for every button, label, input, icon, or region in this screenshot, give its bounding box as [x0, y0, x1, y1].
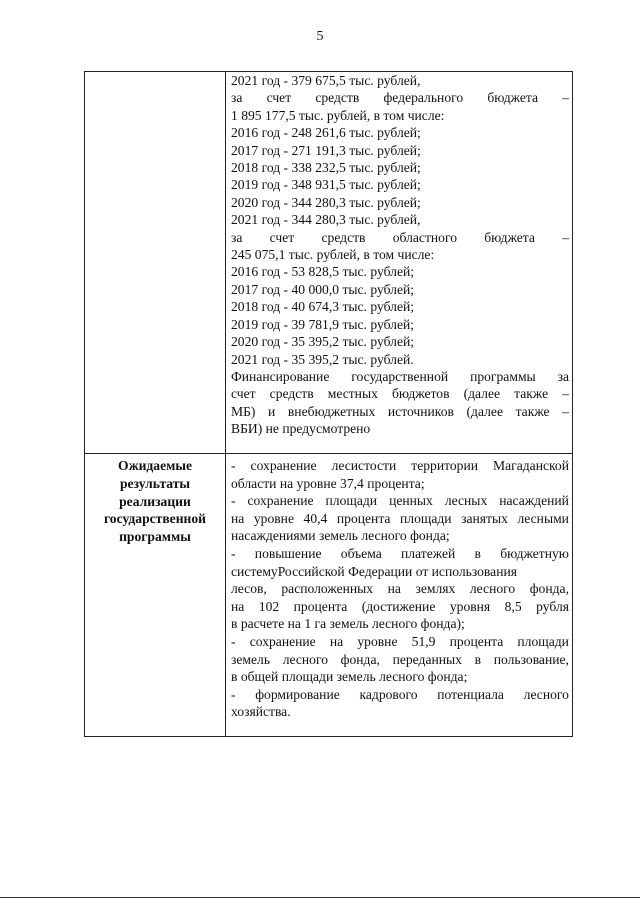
text-word: 2017 год - 271 191,3 тыс. рублей; — [231, 142, 421, 158]
text-word: 2021 год - 379 675,5 тыс. рублей, — [231, 73, 421, 88]
text-word: в общей площади земель лесного фонда; — [231, 669, 468, 685]
text-line — [231, 211, 569, 228]
text-word: и — [268, 403, 276, 419]
text-word: счет — [269, 229, 295, 245]
text-word: средств — [315, 90, 360, 106]
text-word: внебюджетных — [287, 403, 376, 419]
text-line — [231, 142, 569, 159]
text-word: бюджета — [487, 90, 539, 106]
text-line — [231, 333, 569, 350]
text-word: (достижение — [361, 598, 436, 614]
table-row-funding — [85, 72, 573, 454]
text-line — [231, 316, 569, 333]
text-word: занятых — [461, 510, 508, 526]
text-line — [231, 107, 569, 124]
text-line — [231, 281, 569, 298]
label-line: Ожидаемые — [117, 458, 193, 473]
text-line — [231, 194, 569, 211]
text-word: процента — [293, 598, 348, 614]
text-line — [231, 703, 569, 721]
text-word: в — [474, 545, 481, 561]
text-line — [231, 633, 569, 651]
text-line — [231, 124, 569, 141]
text-word: программы — [470, 368, 536, 384]
text-word: лесистости — [331, 458, 397, 473]
text-line — [231, 246, 569, 263]
text-word: 40,4 — [303, 510, 328, 526]
label-line: результаты — [119, 475, 191, 491]
text-word: 2021 год - 344 280,3 тыс. рублей, — [231, 212, 421, 228]
text-word: потенциала — [437, 686, 504, 702]
text-word: ценных — [389, 493, 433, 509]
text-word: – — [562, 403, 569, 419]
text-word: уровне — [357, 633, 398, 649]
expected-results-label-cell — [85, 454, 226, 737]
text-word: повышение — [254, 545, 322, 561]
text-line — [231, 176, 569, 193]
text-word: рубля — [536, 598, 569, 614]
text-line — [231, 72, 569, 89]
text-word: - — [231, 545, 236, 561]
text-word: за — [231, 90, 243, 106]
text-word: - — [231, 686, 236, 702]
text-line — [231, 598, 569, 616]
text-word: фонда, — [340, 651, 380, 667]
text-word: бюджетную — [500, 545, 569, 561]
text-word: 2017 год - 40 000,0 тыс. рублей; — [231, 281, 415, 297]
text-word: (далее — [466, 403, 503, 419]
label-line: государственной — [103, 511, 207, 527]
text-word: области на уровне 37,4 процента; — [231, 475, 425, 491]
text-word: государственной — [351, 368, 449, 384]
text-word: 2019 год - 39 781,9 тыс. рублей; — [231, 316, 415, 332]
text-line — [231, 457, 569, 475]
text-line — [231, 263, 569, 280]
text-word: источников — [387, 403, 454, 419]
text-line — [231, 545, 569, 563]
text-word: за — [557, 368, 569, 384]
text-word: 2019 год - 348 931,5 тыс. рублей; — [231, 177, 421, 193]
expected-results-text-cell — [226, 454, 573, 737]
text-word: местных — [327, 386, 378, 402]
table-row-expected-results — [85, 454, 573, 737]
label-line: программы — [119, 529, 191, 545]
text-word: - — [231, 458, 236, 473]
text-word: 51,9 — [411, 633, 436, 649]
bottom-rule — [0, 897, 640, 898]
text-word: также — [515, 403, 550, 419]
empty-label-cell — [85, 72, 226, 454]
text-word: бюджетов — [391, 386, 450, 402]
text-word: в расчете на 1 га земель лесного фонда); — [231, 616, 465, 632]
text-line — [231, 615, 569, 633]
text-line — [231, 492, 569, 510]
text-line — [231, 351, 569, 368]
expected-results-lines — [231, 457, 569, 721]
text-word: 2020 год - 35 395,2 тыс. рублей; — [231, 334, 415, 350]
funding-lines — [231, 72, 569, 438]
text-line — [231, 686, 569, 704]
text-word: сохранение — [249, 633, 316, 649]
text-word: на — [387, 581, 401, 597]
text-line — [231, 368, 569, 385]
text-word: территории — [411, 458, 478, 473]
text-line — [231, 651, 569, 669]
text-word: платежей — [401, 545, 456, 561]
text-word: МБ) — [231, 403, 256, 419]
text-word: площади — [325, 493, 378, 509]
text-word: – — [562, 229, 569, 245]
text-line — [231, 159, 569, 176]
text-word: 102 — [258, 598, 280, 614]
text-line — [231, 298, 569, 315]
text-line — [231, 527, 569, 545]
funding-text-cell — [226, 72, 573, 454]
text-word: Магаданской — [493, 458, 569, 473]
text-word: счет — [266, 90, 292, 106]
text-line — [231, 668, 569, 686]
text-word: лесного — [523, 686, 569, 702]
text-line — [231, 89, 569, 106]
text-word: объема — [340, 545, 382, 561]
text-word: переданных — [392, 651, 462, 667]
text-word: 2016 год - 248 261,6 тыс. рублей; — [231, 125, 421, 141]
text-word: - — [231, 633, 236, 649]
text-word: площади — [400, 510, 452, 526]
text-word: счет — [231, 386, 256, 402]
text-word: площади — [517, 633, 569, 649]
text-word: федерального — [383, 90, 464, 106]
text-word: землях — [415, 581, 456, 597]
text-word: системуРоссийской Федерации от использования — [231, 563, 518, 579]
text-word: уровне — [253, 510, 294, 526]
program-passport-table — [84, 71, 573, 737]
text-word: лесов, — [231, 581, 267, 597]
text-word: также — [514, 386, 549, 402]
text-word: (далее — [463, 386, 501, 402]
text-word: 2020 год - 344 280,3 тыс. рублей; — [231, 194, 421, 210]
expected-results-label — [85, 454, 225, 546]
text-word: ВБИ) не предусмотрено — [231, 421, 371, 437]
text-word: – — [562, 90, 569, 106]
text-line — [231, 403, 569, 420]
text-word: лесного — [469, 581, 516, 597]
text-word: 245 075,1 тыс. рублей, в том числе: — [231, 247, 435, 263]
text-word: процента — [449, 633, 504, 649]
text-word: средств — [269, 386, 314, 402]
text-word: средств — [321, 229, 366, 245]
text-line — [231, 420, 569, 437]
text-word: 2021 год - 35 395,2 тыс. рублей. — [231, 351, 414, 367]
text-word: формирование — [255, 686, 340, 702]
text-word: сохранение — [247, 493, 314, 509]
text-word: на — [231, 598, 245, 614]
text-word: - — [231, 493, 236, 509]
text-word: уровня — [449, 598, 491, 614]
text-word: кадрового — [359, 686, 418, 702]
text-word: 2016 год - 53 828,5 тыс. рублей; — [231, 264, 415, 280]
text-word: насаждений — [499, 493, 569, 509]
text-word: сохранение — [250, 458, 317, 473]
text-word: насаждениями земель лесного фонда; — [231, 528, 450, 544]
text-word: за — [231, 229, 243, 245]
text-word: земель — [231, 651, 271, 667]
text-word: 8,5 — [504, 598, 522, 614]
text-word: процента — [336, 510, 391, 526]
text-word: на — [231, 510, 245, 526]
text-word: в — [474, 651, 482, 667]
text-word: бюджета — [484, 229, 535, 245]
text-word: расположенных — [281, 581, 374, 597]
text-word: Финансирование — [231, 368, 330, 384]
text-word: – — [562, 386, 569, 402]
text-word: 2018 год - 40 674,3 тыс. рублей; — [231, 299, 415, 315]
text-word: областного — [392, 229, 458, 245]
text-line — [231, 563, 569, 581]
text-line — [231, 475, 569, 493]
text-word: на — [329, 633, 344, 649]
text-word: фонда, — [529, 581, 569, 597]
label-line: реализации — [119, 493, 191, 509]
text-word: 1 895 177,5 тыс. рублей, в том числе: — [231, 107, 445, 123]
text-word: лесными — [517, 510, 569, 526]
text-line — [231, 385, 569, 402]
text-line — [231, 580, 569, 598]
text-word: пользование, — [493, 651, 569, 667]
text-word: хозяйства. — [231, 704, 291, 720]
text-word: 2018 год - 338 232,5 тыс. рублей; — [231, 160, 421, 176]
text-word: лесного — [282, 651, 328, 667]
text-line — [231, 229, 569, 246]
page-number: 5 — [316, 29, 324, 44]
text-word: лесных — [444, 493, 488, 509]
text-line — [231, 510, 569, 528]
